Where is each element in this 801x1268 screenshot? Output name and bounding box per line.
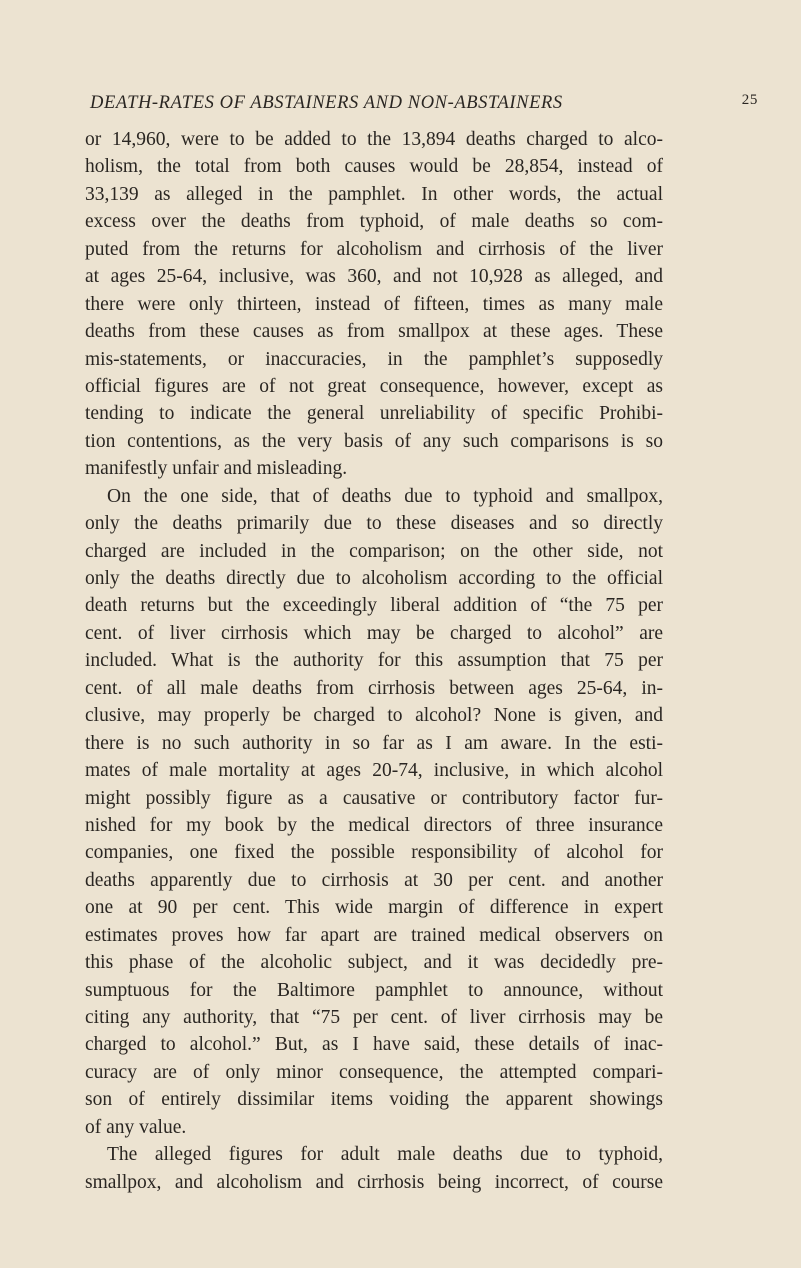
text-line: there were only thirteen, instead of fifteen, times as many male (85, 293, 663, 315)
text-line: nished for my book by the medical directors of three insurance (85, 814, 663, 836)
text-line: companies, one fixed the possible responsibility of alcohol for (85, 842, 663, 864)
text-line: 33,139 as alleged in the pamphlet. In other words, the actual (85, 183, 663, 205)
text-line: estimates proves how far apart are trained medical observers on (85, 924, 663, 946)
text-line: charged are included in the comparison; on the other side, not (85, 540, 663, 562)
text-line: deaths apparently due to cirrhosis at 30 per cent. and another (85, 869, 663, 891)
text-line: one at 90 per cent. This wide margin of difference in expert (85, 897, 663, 919)
text-line: only the deaths primarily due to these diseases and so directly (85, 513, 663, 535)
text-line: only the deaths directly due to alcoholism according to the official (85, 568, 663, 589)
text-line: included. What is the authority for this assumption that 75 per (85, 650, 663, 672)
text-line: smallpox, and alcoholism and cirrhosis being incorrect, of course (85, 1171, 663, 1193)
text-line: citing any authority, that “75 per cent. of liver cirrhosis may be (85, 1007, 663, 1028)
text-line: curacy are of only minor consequence, the attempted compari- (85, 1061, 663, 1083)
text-line: at ages 25-64, inclusive, was 360, and not 10,928 as alleged, and (85, 266, 663, 288)
text-line: mates of male mortality at ages 20-74, inclusive, in which alcohol (85, 760, 663, 782)
text-line: tending to indicate the general unreliability of specific Prohibi- (85, 403, 663, 425)
running-head (90, 93, 770, 119)
text-line: holism, the total from both causes would be 28,854, instead of (85, 156, 663, 178)
text-line: or 14,960, were to be added to the 13,894 deaths charged to alco- (85, 129, 663, 150)
text-line: official figures are of not great consequence, however, except as (85, 375, 663, 397)
text-line: cent. of all male deaths from cirrhosis between ages 25-64, in- (85, 677, 663, 699)
paragraph-start-line: On the one side, that of deaths due to typhoid and smallpox, (107, 485, 663, 507)
text-line: clusive, may properly be charged to alcohol? None is given, and (85, 705, 663, 727)
paragraph-start-line: The alleged figures for adult male deaths due to typhoid, (107, 1144, 663, 1166)
text-line: sumptuous for the Baltimore pamphlet to announce, without (85, 979, 663, 1001)
text-line: there is no such authority in so far as I am aware. In the esti- (85, 732, 663, 754)
text-line: puted from the returns for alcoholism and cirrhosis of the liver (85, 238, 663, 260)
text-line: deaths from these causes as from smallpox at these ages. These (85, 321, 663, 343)
text-line: death returns but the exceedingly liberal addition of “the 75 per (85, 595, 663, 617)
text-line: charged to alcohol.” But, as I have said, these details of inac- (85, 1034, 663, 1056)
paragraph-end-line: of any value. (85, 1116, 187, 1138)
running-head-title: DEATH-RATES OF ABSTAINERS AND NON-ABSTAINERS (90, 93, 563, 113)
text-line: mis-statements, or inaccuracies, in the pamphlet’s supposedly (85, 348, 663, 370)
text-line: excess over the deaths from typhoid, of male deaths so com- (85, 211, 663, 233)
page-number: 25 (741, 92, 758, 108)
text-line: cent. of liver cirrhosis which may be charged to alcohol” are (85, 622, 663, 644)
paragraph-end-line: manifestly unfair and misleading. (85, 458, 348, 480)
text-line: tion contentions, as the very basis of any such comparisons is so (85, 430, 663, 452)
text-line: might possibly figure as a causative or contributory factor fur- (85, 787, 663, 809)
text-line: son of entirely dissimilar items voiding the apparent showings (85, 1089, 663, 1111)
body-text (85, 126, 663, 1196)
text-line: this phase of the alcoholic subject, and it was decidedly pre- (85, 952, 663, 974)
